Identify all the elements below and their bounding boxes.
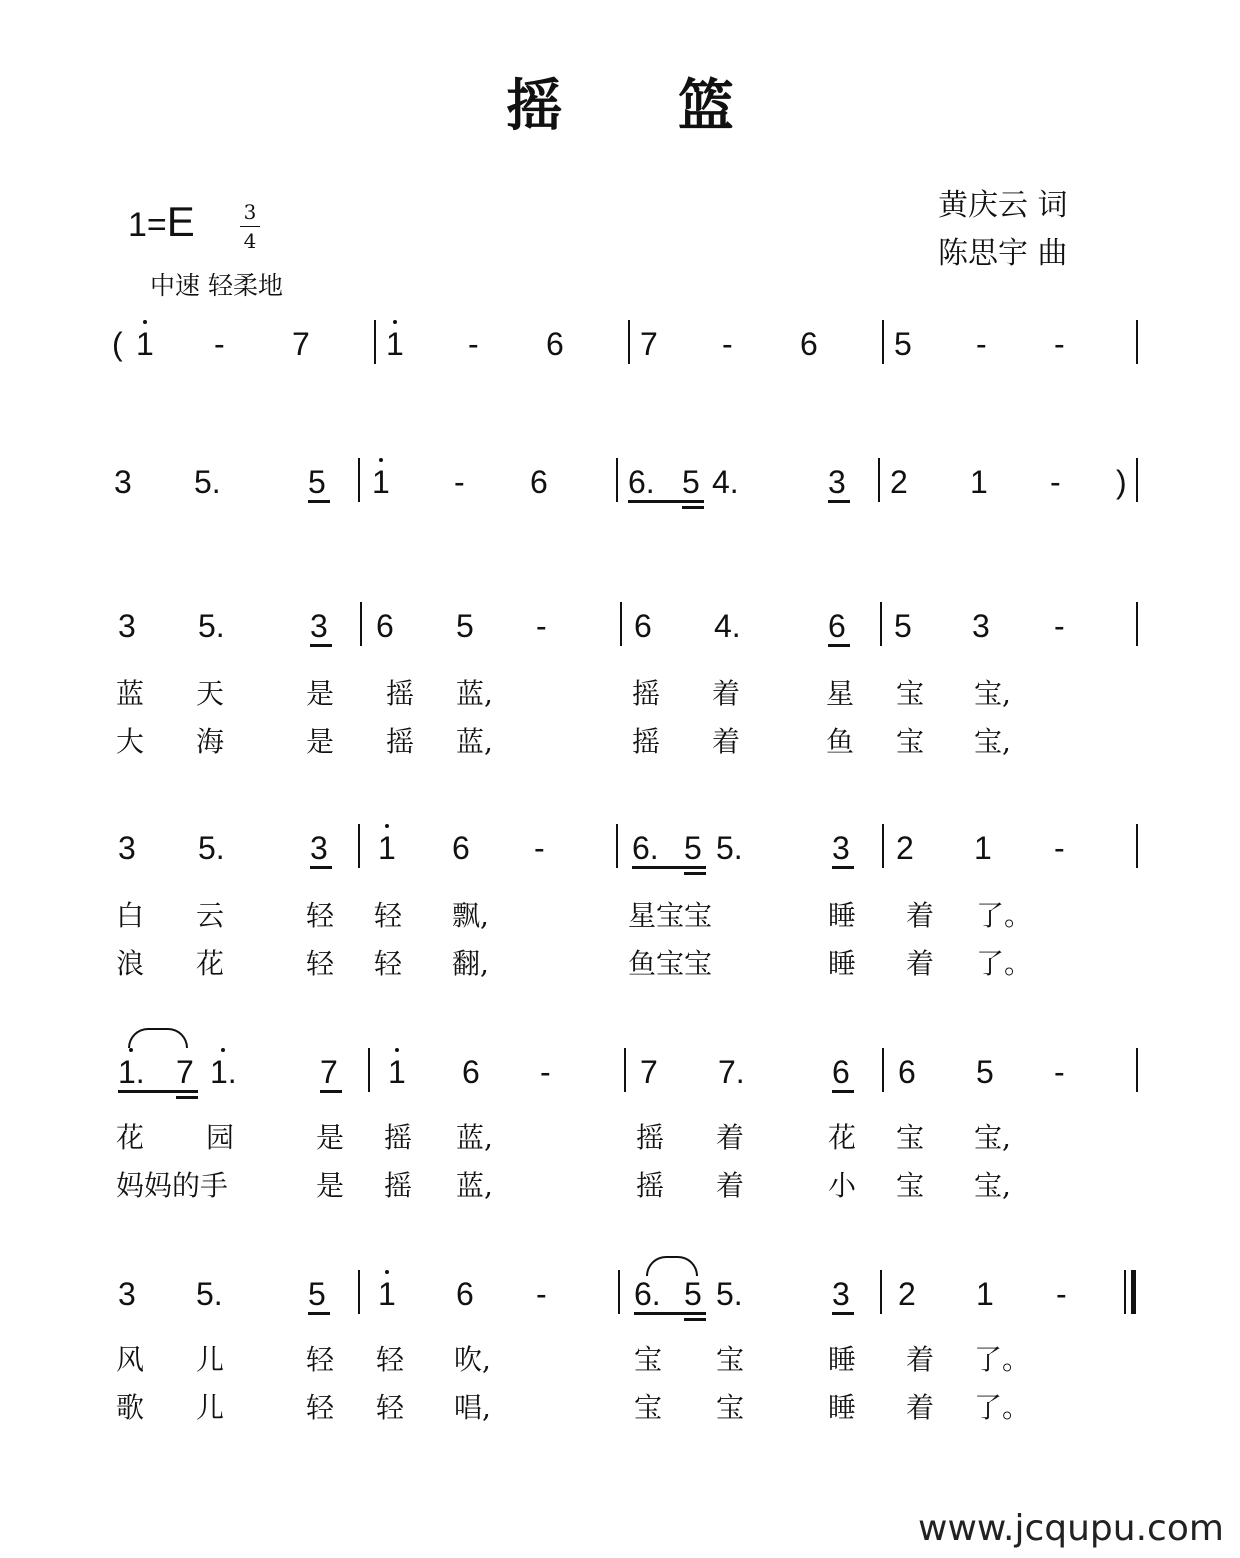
barline [360,602,362,646]
note: 5. [198,608,225,644]
staff-row-4 [0,828,1240,888]
note: 3 [832,830,850,866]
lyric: 是 [316,1169,345,1202]
lyric: 轻 [306,1391,335,1424]
note: 1 [974,830,992,866]
lyric: 着 [906,1391,935,1424]
underline [118,1090,198,1093]
note: 6 [546,326,564,362]
note: 5 [456,608,474,644]
lyric: 轻 [374,947,403,980]
key-prefix: 1= [128,206,167,244]
lyric: 摇 [386,725,415,758]
lyric: 着 [716,1121,745,1154]
note: 5. [716,830,743,866]
barline [374,320,376,364]
note: 3 [828,464,846,500]
song-title: 摇 篮 [506,73,782,139]
note: 1 [386,326,404,362]
dash: - [540,1054,551,1090]
barline [880,1270,882,1314]
lyric: 蓝 [116,677,145,710]
note: 5. [196,1276,223,1312]
lyric: 浪 [116,947,145,980]
barline [1136,824,1138,868]
lyric: 宝, [974,1169,1011,1202]
barline [618,1270,620,1314]
lyric: 宝 [896,1121,925,1154]
underline [832,866,854,869]
note: 2 [896,830,914,866]
lyric: 宝 [634,1343,663,1376]
underline [320,1090,342,1093]
lyric: 摇 [636,1169,665,1202]
note: 1 [372,464,390,500]
note: 5 [308,464,326,500]
note: 3 [972,608,990,644]
lyric: 摇 [632,677,661,710]
lyric: 着 [906,899,935,932]
double-underline [684,1318,706,1321]
underline [308,1312,330,1315]
note: 7 [640,1054,658,1090]
note: 5 [308,1276,326,1312]
barline [882,320,884,364]
barline [358,824,360,868]
underline [310,644,332,647]
double-underline [684,872,706,875]
lyric: 睡 [828,1343,857,1376]
barline [358,1270,360,1314]
barline [878,458,880,502]
lyric: 海 [196,725,225,758]
lyric: 花 [116,1121,145,1154]
lyric: 宝, [974,725,1011,758]
watermark-url: www.jcqupu.com [918,1508,1224,1549]
underline [828,500,850,503]
staff-row-6 [0,1274,1240,1334]
dash: - [534,830,545,866]
time-signature-bottom: 4 [243,229,257,253]
note: 6 [634,608,652,644]
barline [620,602,622,646]
note: 3 [114,464,132,500]
note: 1 [388,1054,406,1090]
note: 6 [452,830,470,866]
note: 6 [462,1054,480,1090]
staff-row-5 [0,1052,1240,1112]
lyric: 儿 [196,1391,225,1424]
note: 6 [800,326,818,362]
barline [1136,458,1138,502]
lyric: 宝 [716,1391,745,1424]
lyric: 星宝宝 [628,899,713,932]
lyric: 了。 [976,947,1033,980]
note: 4. [714,608,741,644]
note: 6. [632,830,659,866]
lyric: 蓝, [456,677,493,710]
barline [882,1048,884,1092]
lyric: 是 [316,1121,345,1154]
key-signature [128,198,195,246]
lyricist-credit: 黄庆云 词 [938,188,1068,223]
lyric: 是 [306,677,335,710]
note: 1 [378,1276,396,1312]
note: 6 [456,1276,474,1312]
note: 5 [684,1276,702,1312]
lyric: 宝 [896,677,925,710]
dash: - [468,326,479,362]
note: 5 [682,464,700,500]
lyric: 歌 [116,1391,145,1424]
barline [616,824,618,868]
underline [634,1312,706,1315]
lyric: 翻, [452,947,489,980]
note: 7 [176,1054,194,1090]
note: 5. [194,464,221,500]
lyric: 着 [716,1169,745,1202]
note: 4. [712,464,739,500]
underline [832,1090,854,1093]
lyric: 轻 [376,1391,405,1424]
lyric: 大 [116,725,145,758]
note: 7 [292,326,310,362]
note: 7 [320,1054,338,1090]
lyric: 飘, [452,899,489,932]
dash: - [536,1276,547,1312]
lyric: 睡 [828,899,857,932]
slur [646,1256,698,1276]
lyric: 唱, [454,1391,491,1424]
note: 3 [118,1276,136,1312]
lyric: 轻 [306,899,335,932]
lyric: 白 [116,899,145,932]
lyric: 宝 [896,725,925,758]
barline [1136,602,1138,646]
note: 7 [640,326,658,362]
lyric: 小 [828,1169,857,1202]
note: 1 [378,830,396,866]
dash: - [722,326,733,362]
lyric: 星 [826,677,855,710]
lyric: 是 [306,725,335,758]
staff-row-3 [0,606,1240,666]
lyric: 蓝, [456,1121,493,1154]
double-underline [176,1096,198,1099]
note: 6 [828,608,846,644]
lyric: 轻 [306,1343,335,1376]
barline [624,1048,626,1092]
note: 6 [832,1054,850,1090]
lyric: 摇 [384,1169,413,1202]
lyric: 摇 [386,677,415,710]
dash: - [454,464,465,500]
dash: - [1056,1276,1067,1312]
tempo-marking: 中速 轻柔地 [150,271,283,300]
barline [616,458,618,502]
lyric: 睡 [828,1391,857,1424]
dash: - [976,326,987,362]
note: 5 [976,1054,994,1090]
underline [832,1312,854,1315]
lyric: 着 [712,677,741,710]
lyric: 吹, [454,1343,491,1376]
underline [632,866,706,869]
slur [128,1028,188,1048]
lyric: 风 [116,1343,145,1376]
lyric: 摇 [636,1121,665,1154]
lyric: 宝, [974,677,1011,710]
lyric: 鱼宝宝 [628,947,713,980]
final-barline-thin [1124,1270,1126,1314]
lyric: 蓝, [456,725,493,758]
dash: - [1054,326,1065,362]
lyric: 宝 [634,1391,663,1424]
lyric: 天 [196,677,225,710]
dash: - [1050,464,1061,500]
barline [882,824,884,868]
lyric: 宝 [716,1343,745,1376]
staff-row-1 [0,324,1240,384]
dash: - [1054,608,1065,644]
note: 2 [890,464,908,500]
lyric: 了。 [976,899,1033,932]
note: 6. [634,1276,661,1312]
staff-row-2 [0,462,1240,522]
lyric: 宝, [974,1121,1011,1154]
lyric: 儿 [196,1343,225,1376]
note: 3 [310,830,328,866]
barline [358,458,360,502]
double-underline [682,506,704,509]
note: 1. [118,1054,145,1090]
dash: - [214,326,225,362]
note: 3 [832,1276,850,1312]
time-signature-top: 3 [243,200,257,224]
lyric: 云 [196,899,225,932]
note: 5 [894,326,912,362]
composer-credit: 陈思宇 曲 [938,236,1068,271]
lyric: 了。 [974,1391,1031,1424]
lyric: 妈妈的手 [116,1169,229,1202]
lyric: 蓝, [456,1169,493,1202]
lyric: 宝 [896,1169,925,1202]
time-signature [240,200,260,253]
note: 6 [376,608,394,644]
barline [628,320,630,364]
final-barline-thick [1131,1270,1136,1314]
note: 7. [718,1054,745,1090]
note: 6. [628,464,655,500]
underline [628,500,704,503]
lyric: 着 [712,725,741,758]
note: 2 [898,1276,916,1312]
note: 3 [310,608,328,644]
lyric: 摇 [384,1121,413,1154]
underline [310,866,332,869]
lyric: 园 [206,1121,235,1154]
note: 5. [716,1276,743,1312]
lyric: 了。 [974,1343,1031,1376]
note: 1 [136,326,154,362]
barline [880,602,882,646]
lyric: 轻 [306,947,335,980]
lyric: 花 [196,947,225,980]
note: 1. [210,1054,237,1090]
lyric: 摇 [632,725,661,758]
barline [1136,320,1138,364]
close-paren: ) [1116,464,1127,500]
note: 3 [118,608,136,644]
lyric: 着 [906,947,935,980]
note: 6 [898,1054,916,1090]
dash: - [536,608,547,644]
lyric: 轻 [376,1343,405,1376]
lyric: 花 [828,1121,857,1154]
key-note: E [166,198,195,245]
note: 6 [530,464,548,500]
note: 3 [118,830,136,866]
barline [368,1048,370,1092]
barline [1136,1048,1138,1092]
dash: - [1054,830,1065,866]
fraction-line [240,226,260,227]
lyric: 着 [906,1343,935,1376]
note: 1 [976,1276,994,1312]
underline [828,644,850,647]
underline [308,500,330,503]
note: 5. [198,830,225,866]
dash: - [1054,1054,1065,1090]
lyric: 鱼 [826,725,855,758]
lyric: 睡 [828,947,857,980]
note: 5 [894,608,912,644]
note: 5 [684,830,702,866]
note: 1 [970,464,988,500]
lyric: 轻 [374,899,403,932]
note: ( [112,326,123,362]
